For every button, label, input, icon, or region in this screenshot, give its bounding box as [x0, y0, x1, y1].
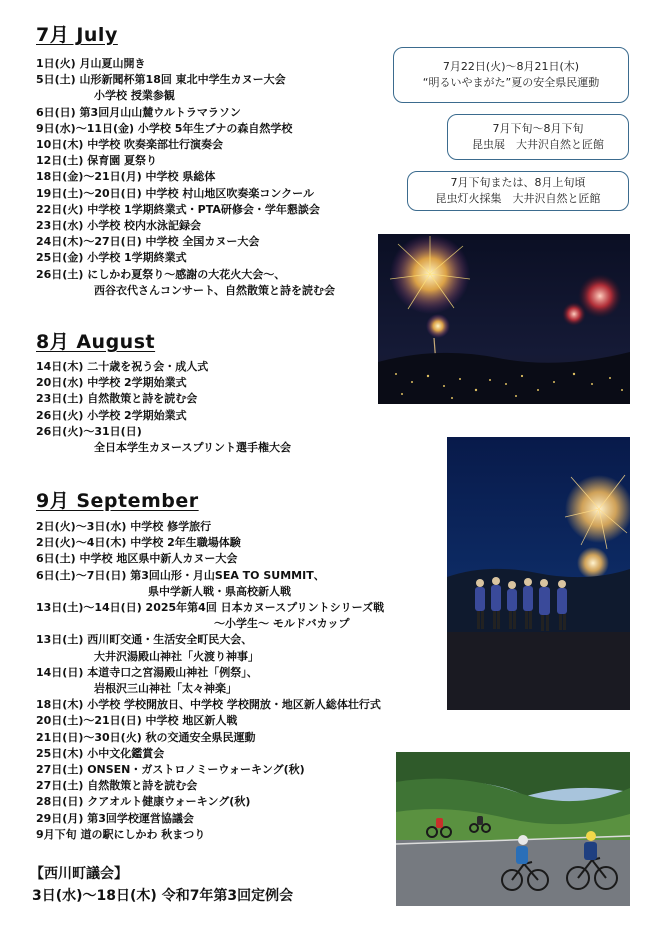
fireworks-crowd-photo	[447, 437, 630, 710]
callout-text: “明るいやまがた”夏の安全県民運動	[422, 76, 600, 89]
list-item: 28日(日) クアオルト健康ウォーキング(秋)	[36, 795, 251, 809]
july-event-list	[36, 56, 335, 299]
list-item: 県中学新人戦・県高校新人戦	[148, 584, 291, 598]
list-item: 24日(木)〜27日(日) 中学校 全国カヌー大会	[36, 235, 260, 249]
list-item: 27日(土) 自然散策と詩を読む会	[36, 779, 198, 793]
callout-dates: 7月下旬または、8月上旬頃	[450, 176, 586, 189]
council-title: 【西川町議会】	[30, 866, 128, 882]
list-item: 21日(日)〜30日(火) 秋の交通安全県民運動	[36, 730, 256, 744]
fireworks-town-photo	[378, 234, 630, 404]
list-item: 26日(土) にしかわ夏祭り〜感謝の大花火大会〜、	[36, 267, 286, 281]
list-item: 25日(金) 小学校 1学期終業式	[36, 251, 187, 265]
list-item: 20日(水) 中学校 2学期始業式	[36, 376, 187, 390]
september-heading: 9月 September	[36, 490, 199, 512]
list-item: 9月下旬 道の駅にしかわ 秋まつり	[36, 827, 206, 841]
callout-insect-light-trap	[407, 171, 629, 211]
list-item: 18日(金)〜21日(月) 中学校 県総体	[36, 170, 216, 184]
callout-dates: 7月22日(火)〜8月21日(木)	[442, 60, 580, 73]
callout-insect-exhibit	[447, 114, 629, 160]
list-item: 1日(火) 月山夏山開き	[36, 57, 146, 70]
list-item: 小学校 授業参観	[94, 89, 175, 103]
list-item: 19日(土)〜20日(日) 中学校 村山地区吹奏楽コンクール	[36, 186, 314, 200]
list-item: 10日(木) 中学校 吹奏楽部壮行演奏会	[36, 138, 224, 152]
list-item: 13日(土)〜14日(日) 2025年第4回 日本カヌースプリントシリーズ戦	[36, 601, 385, 615]
list-item: 25日(木) 小中文化鑑賞会	[36, 746, 165, 760]
list-item: 18日(木) 小学校 学校開放日、中学校 学校開放・地区新人総体壮行式	[36, 698, 381, 712]
list-item: 20日(土)〜21日(日) 中学校 地区新人戦	[36, 714, 238, 728]
list-item: 13日(土) 西川町交通・生活安全町民大会、	[36, 633, 253, 647]
list-item: 6日(土)〜7日(日) 第3回山形・月山SEA TO SUMMIT、	[36, 568, 325, 582]
list-item: 2日(火)〜4日(木) 中学校 2年生職場体験	[36, 536, 241, 550]
august-heading: 8月 August	[36, 331, 156, 353]
list-item: 27日(土) ONSEN・ガストロノミーウォーキング(秋)	[36, 763, 305, 777]
list-item: 14日(木) 二十歳を祝う会・成人式	[36, 360, 209, 373]
list-item: 6日(土) 中学校 地区県中新人カヌー大会	[36, 552, 238, 566]
callout-safety-campaign	[393, 47, 629, 103]
callout-dates: 7月下旬〜8月下旬	[492, 122, 584, 135]
list-item: 岩根沢三山神社「太々神楽」	[94, 682, 237, 696]
list-item: 大井沢湯殿山神社「火渡り神事」	[94, 649, 259, 663]
council-session: 3日(水)〜18日(木) 令和7年第3回定例会	[32, 888, 294, 904]
list-item: 5日(土) 山形新聞杯第18回 東北中学生カヌー大会	[36, 73, 286, 87]
list-item: 26日(火) 小学校 2学期始業式	[36, 408, 187, 422]
list-item: 全日本学生カヌースプリント選手権大会	[94, 441, 292, 455]
list-item: 23日(水) 小学校 校内水泳記録会	[36, 219, 202, 233]
list-item: 〜小学生〜 モルドバカップ	[214, 617, 350, 631]
callout-text: 昆虫灯火採集 大井沢自然と匠館	[435, 192, 601, 205]
list-item: 22日(火) 中学校 1学期終業式・PTA研修会・学年懇談会	[36, 202, 320, 216]
list-item: 14日(日) 本道寺口之宮湯殿山神社「例祭」、	[36, 665, 258, 679]
list-item: 9日(水)〜11日(金) 小学校 5年生ブナの森自然学校	[36, 121, 293, 135]
callout-text: 昆虫展 大井沢自然と匠館	[472, 138, 604, 151]
list-item: 23日(土) 自然散策と詩を読む会	[36, 392, 198, 406]
list-item: 12日(土) 保育園 夏祭り	[36, 154, 158, 168]
list-item: 29日(月) 第3回学校運営協議会	[36, 811, 194, 825]
list-item: 2日(火)〜3日(水) 中学校 修学旅行	[36, 520, 212, 533]
list-item: 6日(日) 第3回月山山麓ウルトラマラソン	[36, 105, 241, 119]
august-event-list	[36, 359, 291, 456]
july-heading: 7月 July	[36, 24, 118, 46]
list-item: 西谷衣代さんコンサート、自然散策と詩を読む会	[94, 283, 336, 297]
list-item: 26日(火)〜31日(日)	[36, 424, 142, 438]
september-event-list	[36, 519, 384, 843]
cyclists-photo	[396, 752, 630, 906]
